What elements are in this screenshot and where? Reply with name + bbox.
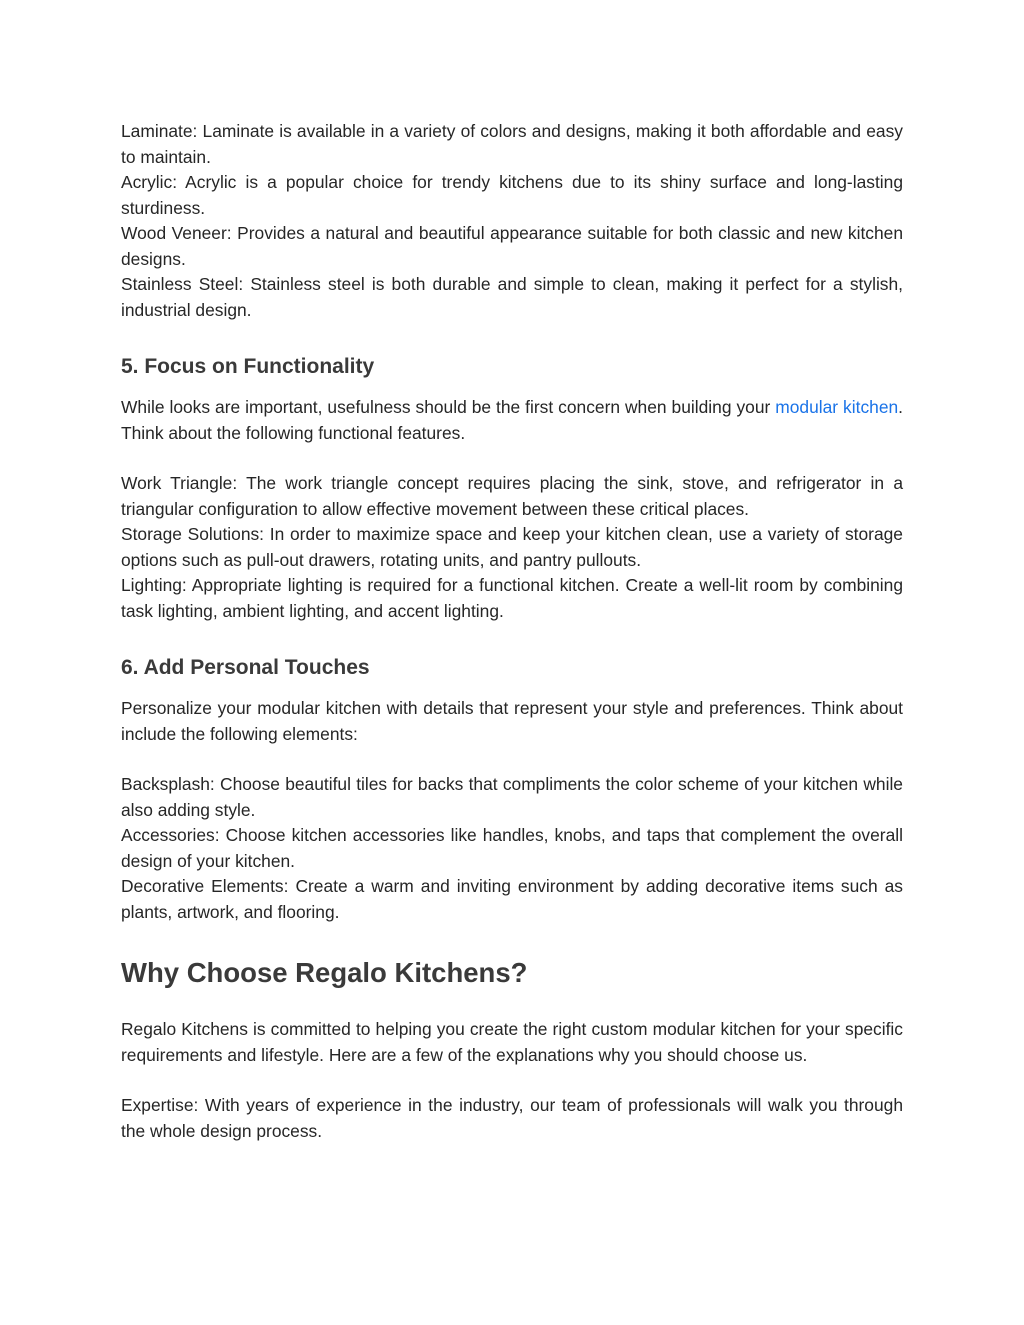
list-item: Laminate: Laminate is available in a variety of colors and designs, making it both affordable and easy to maintain. (121, 121, 903, 167)
section-intro: Regalo Kitchens is committed to helping you create the right custom modular kitchen for your specific requirements and lifestyle. Here are a few of the explanations why you should choose us. (121, 1019, 903, 1065)
list-item: Expertise: With years of experience in the industry, our team of professionals will walk you through the whole design process. (121, 1095, 903, 1141)
material-list (121, 119, 903, 323)
section-heading-functionality: 5. Focus on Functionality (121, 355, 375, 378)
section-intro: Personalize your modular kitchen with details that represent your style and preferences. Think about include the following elements: (121, 698, 903, 744)
list-item: Accessories: Choose kitchen accessories like handles, knobs, and taps that complement the overall design of your kitchen. (121, 825, 903, 871)
why-choose-heading: Why Choose Regalo Kitchens? (121, 957, 528, 988)
list-item: Stainless Steel: Stainless steel is both durable and simple to clean, making it perfect for a stylish, industrial design. (121, 274, 904, 320)
section-heading-personal-touches: 6. Add Personal Touches (121, 656, 370, 679)
list-item: Work Triangle: The work triangle concept requires placing the sink, stove, and refrigerator in a triangular configuration to allow effective movement between these critical places. (121, 473, 903, 519)
section-intro: While looks are important, usefulness should be the first concern when building your modular kitchen. Think about the following functional features. (121, 397, 904, 443)
list-item: Decorative Elements: Create a warm and inviting environment by adding decorative items such as plants, artwork, and flooring. (121, 876, 903, 922)
list-item: Wood Veneer: Provides a natural and beautiful appearance suitable for both classic and new kitchen designs. (121, 223, 903, 269)
modular-kitchen-link[interactable]: modular kitchen (775, 397, 899, 417)
list-item: Backsplash: Choose beautiful tiles for backs that compliments the color scheme of your kitchen while also adding style. (121, 774, 903, 820)
list-item: Lighting: Appropriate lighting is required for a functional kitchen. Create a well-lit room by combining task lighting, ambient lighting, and accent lighting. (121, 575, 903, 621)
list-item: Storage Solutions: In order to maximize space and keep your kitchen clean, use a variety of storage options such as pull-out drawers, rotating units, and pantry pullouts. (121, 524, 903, 570)
document-page (121, 119, 903, 1144)
list-item: Acrylic: Acrylic is a popular choice for trendy kitchens due to its shiny surface and long-lasting sturdiness. (121, 172, 903, 218)
